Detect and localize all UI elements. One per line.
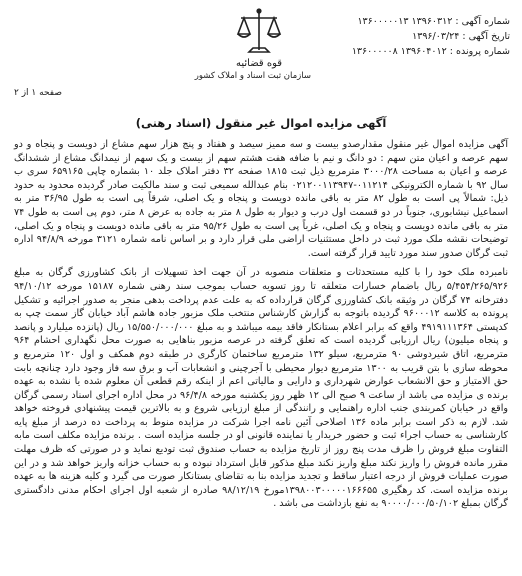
ad-date-label: تاریخ آگهی : <box>462 31 510 42</box>
case-number-row <box>352 44 510 59</box>
ad-number-row <box>352 14 510 29</box>
ad-number-label: شماره آگهی : <box>455 16 510 27</box>
judiciary-emblem <box>194 6 311 102</box>
ad-number: ۱۳۹۶۰۳۱۲ ۱۳۶۰۰۰۰۰۱۳ <box>357 16 453 27</box>
org-name: سازمان ثبت اسناد و املاک کشور <box>194 71 311 81</box>
case-number-label: شماره پرونده : <box>449 46 510 57</box>
document-title: آگهی مزایده اموال غیر منقول (اسناد رهنی) <box>135 116 387 130</box>
document-body <box>14 138 508 517</box>
logo-lettering: قوه قضائیه <box>235 58 283 69</box>
page-indicator: صفحه ۱ از ۲ <box>14 88 62 98</box>
ad-date: ۱۳۹۶/۰۳/۲۴ <box>412 31 460 42</box>
header-info <box>352 14 510 59</box>
paragraph-auction-terms: نامبرده ملک خود را با کلیه مستحدثات و متعلقات منصوبه در آن جهت اخذ تسهیلات از بانک کشاورزی گرگان به مبلغ ۵/۴۵۴/۲۶۵/۹۲۶ ریال باضمام خسارات متعلقه تا روز تسویه حساب بموجب سند رهنی شماره ۱۵۱۸۷ مورخه ۹۴/۱۰/۱۲ دفترخانه ۷۴ گرگان در وثیقه بانک کشاورزی گرگان قرارداده که به علت عدم پرداخت بدهی منجر به صدور اجرائیه و تشکیل پرونده به کلاسه ۹۶۰۰۰۱۲ گردیده باتوجه به گزارش کارشناس منتخب ملک مزبور جاده هاشم آباد خیابان گاز سمت چپ به کدپستی ۴۹۱۹۱۱۱۳۶۴ واقع که برابر اعلام بستانکار فاقد بیمه میباشد و به مبلغ ۱۵/۵۵۰/۰۰۰/۰۰۰ ریال (پانزده میلیارد و پانصد و پنجاه میلیون) ریال ارزیابی گردیده است که تعلق گرفته در عرصه مزبور بناهایی به صورت محل نگهداری احشام ۹۶۴ مترمربع، اتاق شیردوشی ۹۰ مترمربع، سیلو ۱۳۲ مترمربع ساختمان کارگری در طبقه دوم همکف و اول ۱۲۰ مترمربع و محوطه سازی با بتن قریب به ۱۳۰۰ مترمربع دیوار محیطی با آجرچینی و انشعابات آب و برق سه فاز وجود دارد چنانچه بابت حق الامتیاز و حق الانشعاب عوارض شهرداری و دارایی و مالیاتی اعم از اینکه رقم قطعی آن معلوم شده یا نشده به عهده برنده ی مزایده می باشد از ساعت ۹ صبح الی ۱۲ ظهر روز یکشنبه مورخه ۹۶/۴/۸ در محل اداره اجرای اسناد رسمی گرگان واقع در خیابان کمربندی جنب اداره راهنمایی و رانندگی از مبلغ ارزیابی شروع و به بالاترین قیمت پیشنهادی فروخته خواهد شد. لازم به ذکر است برابر ماده ۱۳۶ اصلاحی آئین نامه اجرا شرکت در مزایده منوط به پرداخت ده درصد از مبلغ پایه کارشناسی به حساب اجراء ثبت و حضور خریدار یا نماینده قانونی او در جلسه مزایده است . برنده مزایده مکلف است مابه التفاوت مبلغ فروش را ظرف مدت پنج روز از تاریخ مزایده به حساب صندوق ثبت تودیع نماید و در صورتی که ظرف مهلت مقرر مانده فروش را واریز نکند مبلغ واریز نکند مبلغ مذکور قابل استرداد نبوده و به حساب خزانه واریز خواهد شد و در این صورت عملیات فروش از درجه اعتبار ساقط و تجدید مزایده بنا به تقاضای بستانکار صورت می گیرد و کلیه هزینه ها به عهده برنده مزایده است. کد رهگیری ۱۳۹۸۰۰۳۰۰۰۰۰۱۶۶۶۵۵مورخ ۹۸/۱۲/۱۹ صادره از شعبه اول اجرای احکام مدنی دادگستری گرگان بمبلغ ۹۰۰۰۰/۰۰۰/۵۰/۱۰۲ به نفع بازداشت می باشد . <box>14 267 509 510</box>
ad-date-row <box>352 29 510 44</box>
case-number: ۱۳۹۶۰۴۰۱۲ ۱۳۶۰۰۰۰۰۸ <box>351 46 447 57</box>
paragraph-property-description: آگهی مزایده اموال غیر منقول مقدارصدو بیست و سه ممیز سیصد و هفتاد و پنج هزار سهم مشاع از دویست و پنجاه و دو سهم عرصه و اعیان متن سهم : دو دانگ و نیم با ضافه هفت هشتم سهم از بیست و یک سهم از نیمدانگ مشاع از ششدانگ عرصه و اعیان به مساحت ۳۰۰۰/۲۸ مترمربع ذیل ثبت ۱۸۱۵ صفحه ۳۲ دفتر املاک جلد ۱۰ بشماره چاپی ۶۵۹۱۶۵ سری ب سال ۹۲ با شماره الکترونیکی ۰۱۱۲۱۴-۰۲۱۲۰۰۱۱۳۹۴۷ بنام عبدالله سمیعی ثبت و سند مالکیت صادر گردیده محدود به حدود ذیل: شمالاً پی است به طول ۸۲ متر به باقی مانده دویست و پنجاه و یک اصلی، شرقاً پی است به طول ۳۶/۹۵ متر به اسماعیل نیشابوری، جنوباً در دو قسمت اول درب و دیوار به طول ۸ متر به جاده به عرض ۸ متر، دوم پی است به طول ۷۴ متر به باقی مانده دویست و پنجاه و یک اصلی، غرباً پی است به طول ۹۵/۲۶ متر به باقی مانده دویست و پنجاه و یک اصلی، توضیحات نقشه ملک مورد ثبت در داخل مستثنیات اراضی ملی قرار دارد و بر اساس نامه شماره ۳۱۲۱ مورخه ۹۴/۸/۹ اداره ثبت گرگان صدور سند مورد تایید قرار گرفته است. <box>14 139 509 259</box>
scales-of-justice-icon <box>235 6 283 58</box>
